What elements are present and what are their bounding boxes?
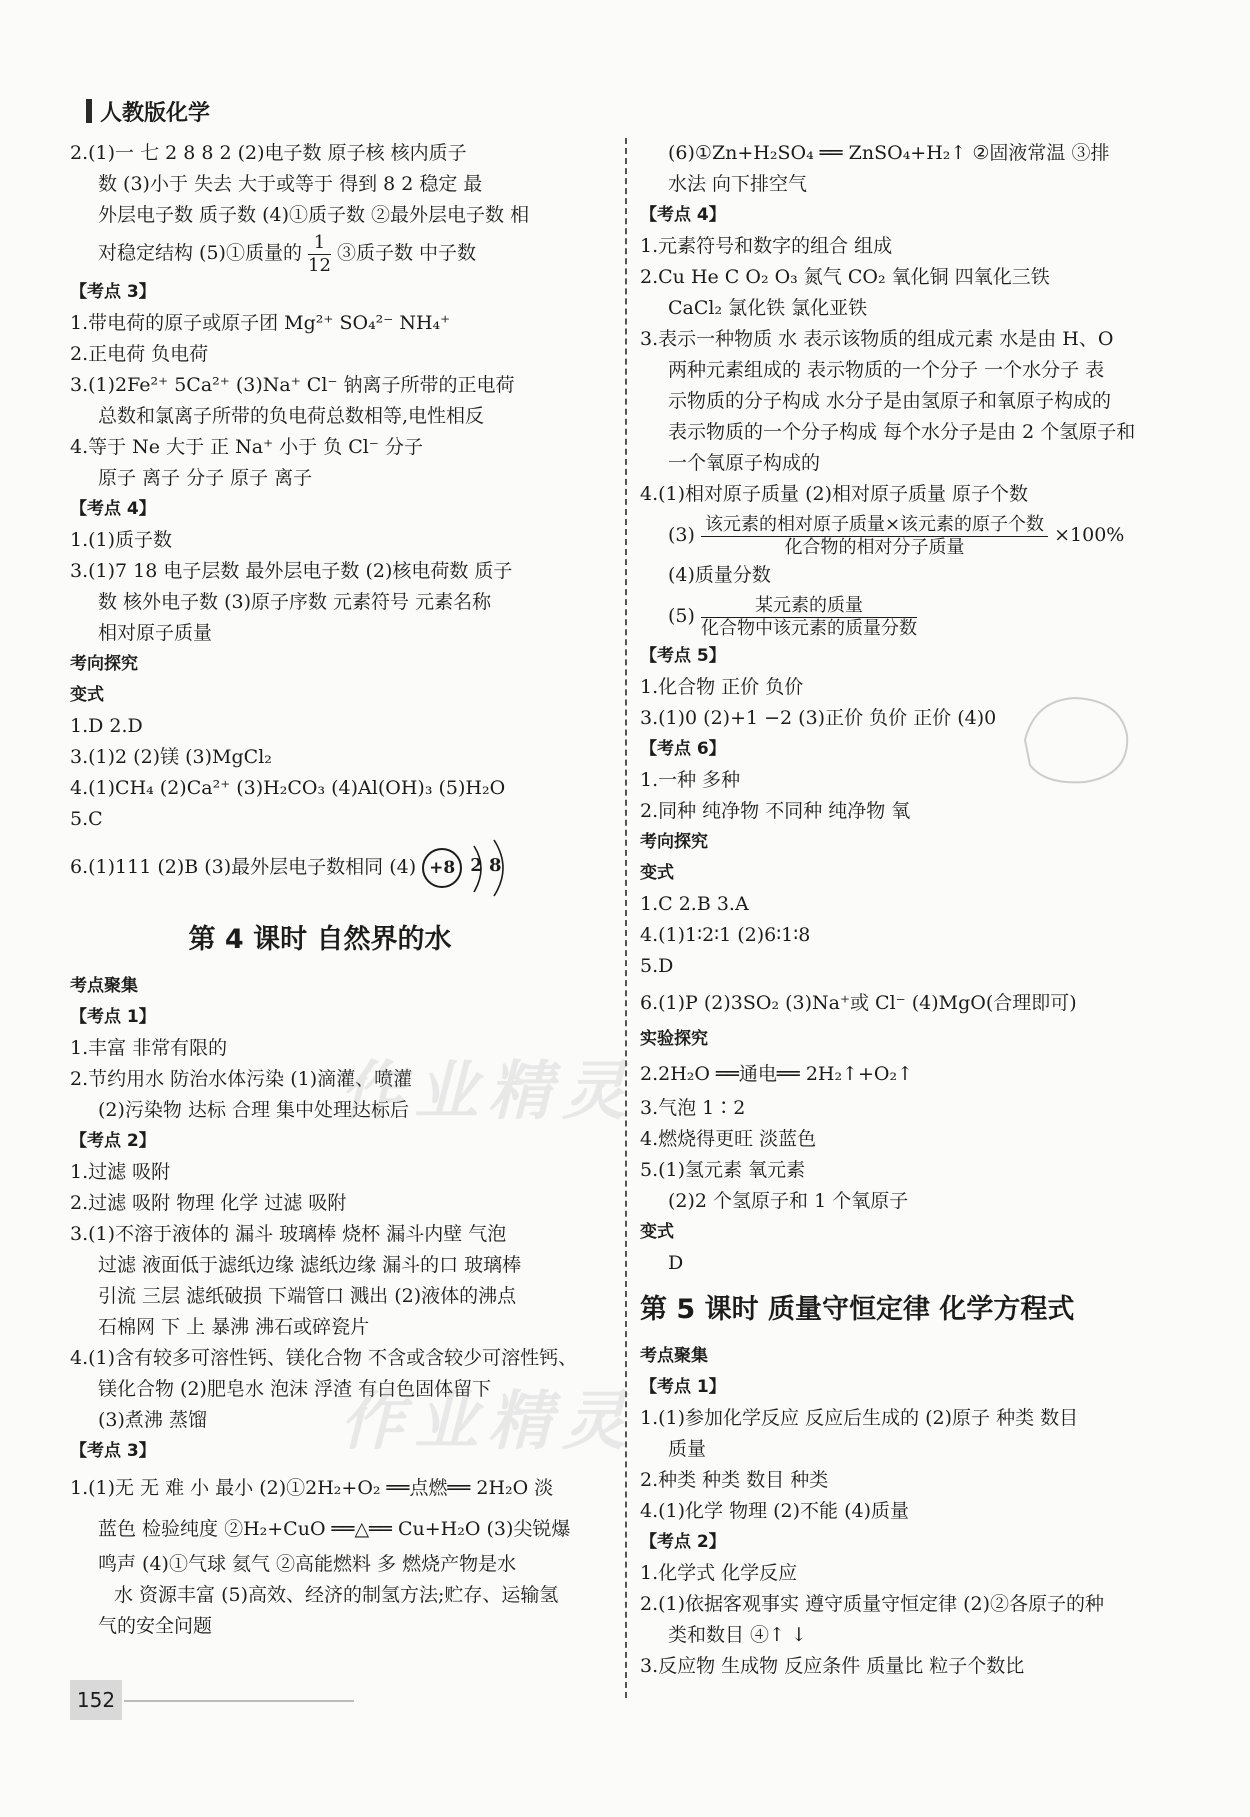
answer-line: 2.正电荷 负电荷	[70, 342, 209, 365]
answer-line: 蓝色 检验纯度 ②H₂+CuO ══△══ Cu+H₂O (3)尖锐爆	[98, 1517, 571, 1540]
answer-line: 过滤 液面低于滤纸边缘 滤纸边缘 漏斗的口 玻璃棒	[98, 1253, 522, 1276]
answer-text: ×100%	[1054, 524, 1125, 546]
answer-line: 总数和氯离子所带的负电荷总数相等,电性相反	[98, 404, 485, 427]
footer-rule	[124, 1700, 354, 1702]
fraction-denominator: 12	[308, 254, 331, 276]
answer-line: 2.同种 纯净物 不同种 纯净物 氧	[640, 800, 911, 822]
section-tag: 【考点 4】	[640, 205, 726, 225]
answer-line: 1.D 2.D	[70, 714, 143, 737]
section-heading: 实验探究	[640, 1029, 708, 1049]
fraction	[701, 595, 917, 640]
answer-line: 2.(1)一 七 2 8 8 2 (2)电子数 原子核 核内质子	[70, 142, 467, 164]
answer-line: 4.(1)相对原子质量 (2)相对原子质量 原子个数	[640, 483, 1029, 505]
section-tag: 【考点 5】	[640, 646, 726, 666]
section-tag: 【考点 1】	[70, 1006, 156, 1027]
section-tag: 【考点 6】	[640, 739, 726, 759]
answer-line: 1.化学式 化学反应	[640, 1562, 798, 1584]
answer-line: 3.(1)0 (2)+1 −2 (3)正价 负价 正价 (4)0	[640, 707, 997, 729]
answer-line: 1.一种 多种	[640, 769, 741, 791]
page-number: 152	[70, 1680, 122, 1720]
answer-line: 2.过滤 吸附 物理 化学 过滤 吸附	[70, 1191, 347, 1214]
answer-line: 镁化合物 (2)肥皂水 泡沫 浮渣 有白色固体留下	[98, 1377, 492, 1400]
answer-line: 1.丰富 非常有限的	[70, 1036, 228, 1059]
answer-line: 3.(1)2Fe²⁺ 5Ca²⁺ (3)Na⁺ Cl⁻ 钠离子所带的正电荷	[70, 373, 515, 396]
answer-line: 5.D	[640, 955, 674, 977]
section-tag: 【考点 2】	[640, 1532, 726, 1552]
answer-line: 1.(1)质子数	[70, 528, 173, 551]
answer-line: 5.(1)氢元素 氧元素	[640, 1159, 806, 1181]
answer-line: 1.元素符号和数字的组合 组成	[640, 235, 893, 257]
lesson-title: 第 5 课时 质量守恒定律 化学方程式	[640, 1294, 1075, 1325]
answer-line: 质量	[668, 1438, 707, 1460]
answer-line: 相对原子质量	[98, 621, 213, 644]
answer-line: 数 (3)小于 失去 大于或等于 得到 8 2 稳定 最	[98, 173, 483, 195]
answer-line: D	[668, 1252, 684, 1274]
section-heading: 变式	[640, 1222, 674, 1242]
page-header	[86, 96, 210, 126]
section-tag: 【考点 4】	[70, 498, 156, 519]
section-heading: 考点聚集	[640, 1346, 708, 1366]
answer-line: 3.(1)不溶于液体的 漏斗 玻璃棒 烧杯 漏斗内壁 气泡	[70, 1222, 507, 1245]
answer-line	[640, 591, 1165, 641]
section-heading: 考点聚集	[70, 975, 138, 996]
answer-line: 2.2H₂O ══通电══ 2H₂↑+O₂↑	[640, 1063, 914, 1085]
answer-line: 数 核外电子数 (3)原子序数 元素符号 元素名称	[98, 590, 492, 613]
answer-line: (3)煮沸 蒸馏	[98, 1408, 207, 1431]
answer-line: 2.种类 种类 数目 种类	[640, 1469, 829, 1491]
fraction	[308, 232, 331, 277]
right-column	[640, 138, 1165, 1682]
answer-line: 一个氧原子构成的	[668, 452, 821, 474]
answer-line: 石棉网 下 上 暴沸 沸石或碎瓷片	[98, 1315, 370, 1338]
answer-line: 2.(1)依据客观事实 遵守质量守恒定律 (2)②各原子的种	[640, 1593, 1105, 1615]
answer-line: 5.C	[70, 807, 103, 830]
answer-text: (5)	[668, 605, 695, 627]
answer-line: 4.(1)CH₄ (2)Ca²⁺ (3)H₂CO₃ (4)Al(OH)₃ (5)H₂O	[70, 776, 506, 799]
fraction	[701, 514, 1048, 559]
answer-line	[640, 510, 1165, 560]
section-heading: 变式	[70, 684, 104, 705]
answer-line: 鸣声 (4)①气球 氦气 ②高能燃料 多 燃烧产物是水	[98, 1552, 517, 1575]
answer-line: (4)质量分数	[668, 564, 771, 586]
answer-text: (3)	[668, 524, 695, 546]
section-tag: 【考点 2】	[70, 1130, 156, 1151]
answer-line: 水 资源丰富 (5)高效、经济的制氢方法;贮存、运输氢	[114, 1583, 559, 1606]
header-bar	[86, 99, 92, 123]
answer-line: 1.(1)参加化学反应 反应后生成的 (2)原子 种类 数目	[640, 1407, 1079, 1429]
answer-line: 1.C 2.B 3.A	[640, 893, 749, 915]
answer-line: 1.带电荷的原子或原子团 Mg²⁺ SO₄²⁻ NH₄⁺	[70, 311, 451, 334]
answer-line: (2)污染物 达标 合理 集中处理达标后	[98, 1098, 410, 1121]
answer-line: 类和数目 ④↑ ↓	[668, 1624, 807, 1646]
answer-line: 6.(1)P (2)3SO₂ (3)Na⁺或 Cl⁻ (4)MgO(合理即可)	[640, 992, 1077, 1014]
answer-line: 表示物质的一个分子构成 每个水分子是由 2 个氢原子和	[668, 421, 1136, 443]
fraction-denominator: 化合物中该元素的质量分数	[700, 617, 917, 639]
section-tag: 【考点 1】	[640, 1377, 726, 1397]
answer-line: 原子 离子 分子 原子 离子	[98, 466, 313, 489]
answer-line: 4.等于 Ne 大于 正 Na⁺ 小于 负 Cl⁻ 分子	[70, 435, 423, 458]
answer-line: 两种元素组成的 表示物质的一个分子 一个水分子 表	[668, 359, 1105, 381]
answer-line: 4.(1)含有较多可溶性钙、镁化合物 不含或含较少可溶性钙、	[70, 1346, 578, 1369]
nucleus: +8	[422, 848, 462, 888]
answer-text: 对稳定结构 (5)①质量的	[98, 242, 302, 264]
answer-line: 4.燃烧得更旺 淡蓝色	[640, 1128, 817, 1150]
answer-line: 1.过滤 吸附	[70, 1160, 171, 1183]
answer-line: 引流 三层 滤纸破损 下端管口 溅出 (2)液体的沸点	[98, 1284, 517, 1307]
fraction-numerator: 某元素的质量	[701, 595, 917, 618]
column-divider	[625, 138, 627, 1698]
answer-line: 2.Cu He C O₂ O₃ 氮气 CO₂ 氧化铜 四氧化三铁	[640, 266, 1050, 288]
answer-line: (2)2 个氢原子和 1 个氧原子	[668, 1190, 909, 1212]
answer-line: (6)①Zn+H₂SO₄ ══ ZnSO₄+H₂↑ ②固液常温 ③排	[668, 142, 1110, 164]
answer-line	[70, 231, 610, 277]
section-heading: 变式	[640, 863, 674, 883]
shell-electrons: 2 8	[470, 854, 502, 876]
answer-line: CaCl₂ 氯化铁 氯化亚铁	[668, 297, 868, 319]
watermark: 作业精灵	[340, 1055, 636, 1129]
answer-line: 3.表示一种物质 水 表示该物质的组成元素 水是由 H、O	[640, 328, 1114, 350]
section-heading: 考向探究	[640, 832, 708, 852]
answer-text: ③质子数 中子数	[336, 242, 477, 264]
answer-line: 水法 向下排空气	[668, 173, 808, 195]
answer-line: 4.(1)1∶2∶1 (2)6∶1∶8	[640, 924, 811, 946]
answer-line	[70, 835, 610, 899]
answer-line: 1.化合物 正价 负价	[640, 676, 804, 698]
answer-text: 6.(1)111 (2)B (3)最外层电子数相同 (4)	[70, 855, 417, 878]
answer-line: 3.(1)7 18 电子层数 最外层电子数 (2)核电荷数 质子	[70, 559, 513, 582]
answer-line: 4.(1)化学 物理 (2)不能 (4)质量	[640, 1500, 909, 1522]
header-title: 人教版化学	[100, 100, 211, 126]
answer-line: 1.(1)无 无 难 小 最小 (2)①2H₂+O₂ ══点燃══ 2H₂O 淡	[70, 1476, 554, 1499]
answer-line: 3.(1)2 (2)镁 (3)MgCl₂	[70, 745, 272, 768]
fraction-numerator: 1	[308, 232, 331, 255]
answer-line: 3.气泡 1∶2	[640, 1097, 746, 1119]
section-tag: 【考点 3】	[70, 1440, 156, 1461]
answer-line: 气的安全问题	[98, 1614, 213, 1637]
section-tag: 【考点 3】	[70, 281, 156, 302]
answer-line: 示物质的分子构成 水分子是由氢原子和氧原子构成的	[668, 390, 1112, 412]
stamp-graphic	[1015, 690, 1135, 790]
fraction-numerator: 该元素的相对原子质量×该元素的原子个数	[701, 514, 1048, 537]
answer-line: 3.反应物 生成物 反应条件 质量比 粒子个数比	[640, 1655, 1025, 1677]
answer-line: 2.节约用水 防治水体污染 (1)滴灌、喷灌	[70, 1067, 413, 1090]
section-heading: 考向探究	[70, 653, 138, 674]
answer-line: 外层电子数 质子数 (4)①质子数 ②最外层电子数 相	[98, 204, 530, 226]
fraction-denominator: 化合物的相对分子质量	[784, 536, 965, 558]
watermark: 作业精灵	[340, 1385, 636, 1459]
lesson-title: 第 4 课时 自然界的水	[188, 923, 452, 955]
atom-structure-diagram	[422, 838, 532, 898]
